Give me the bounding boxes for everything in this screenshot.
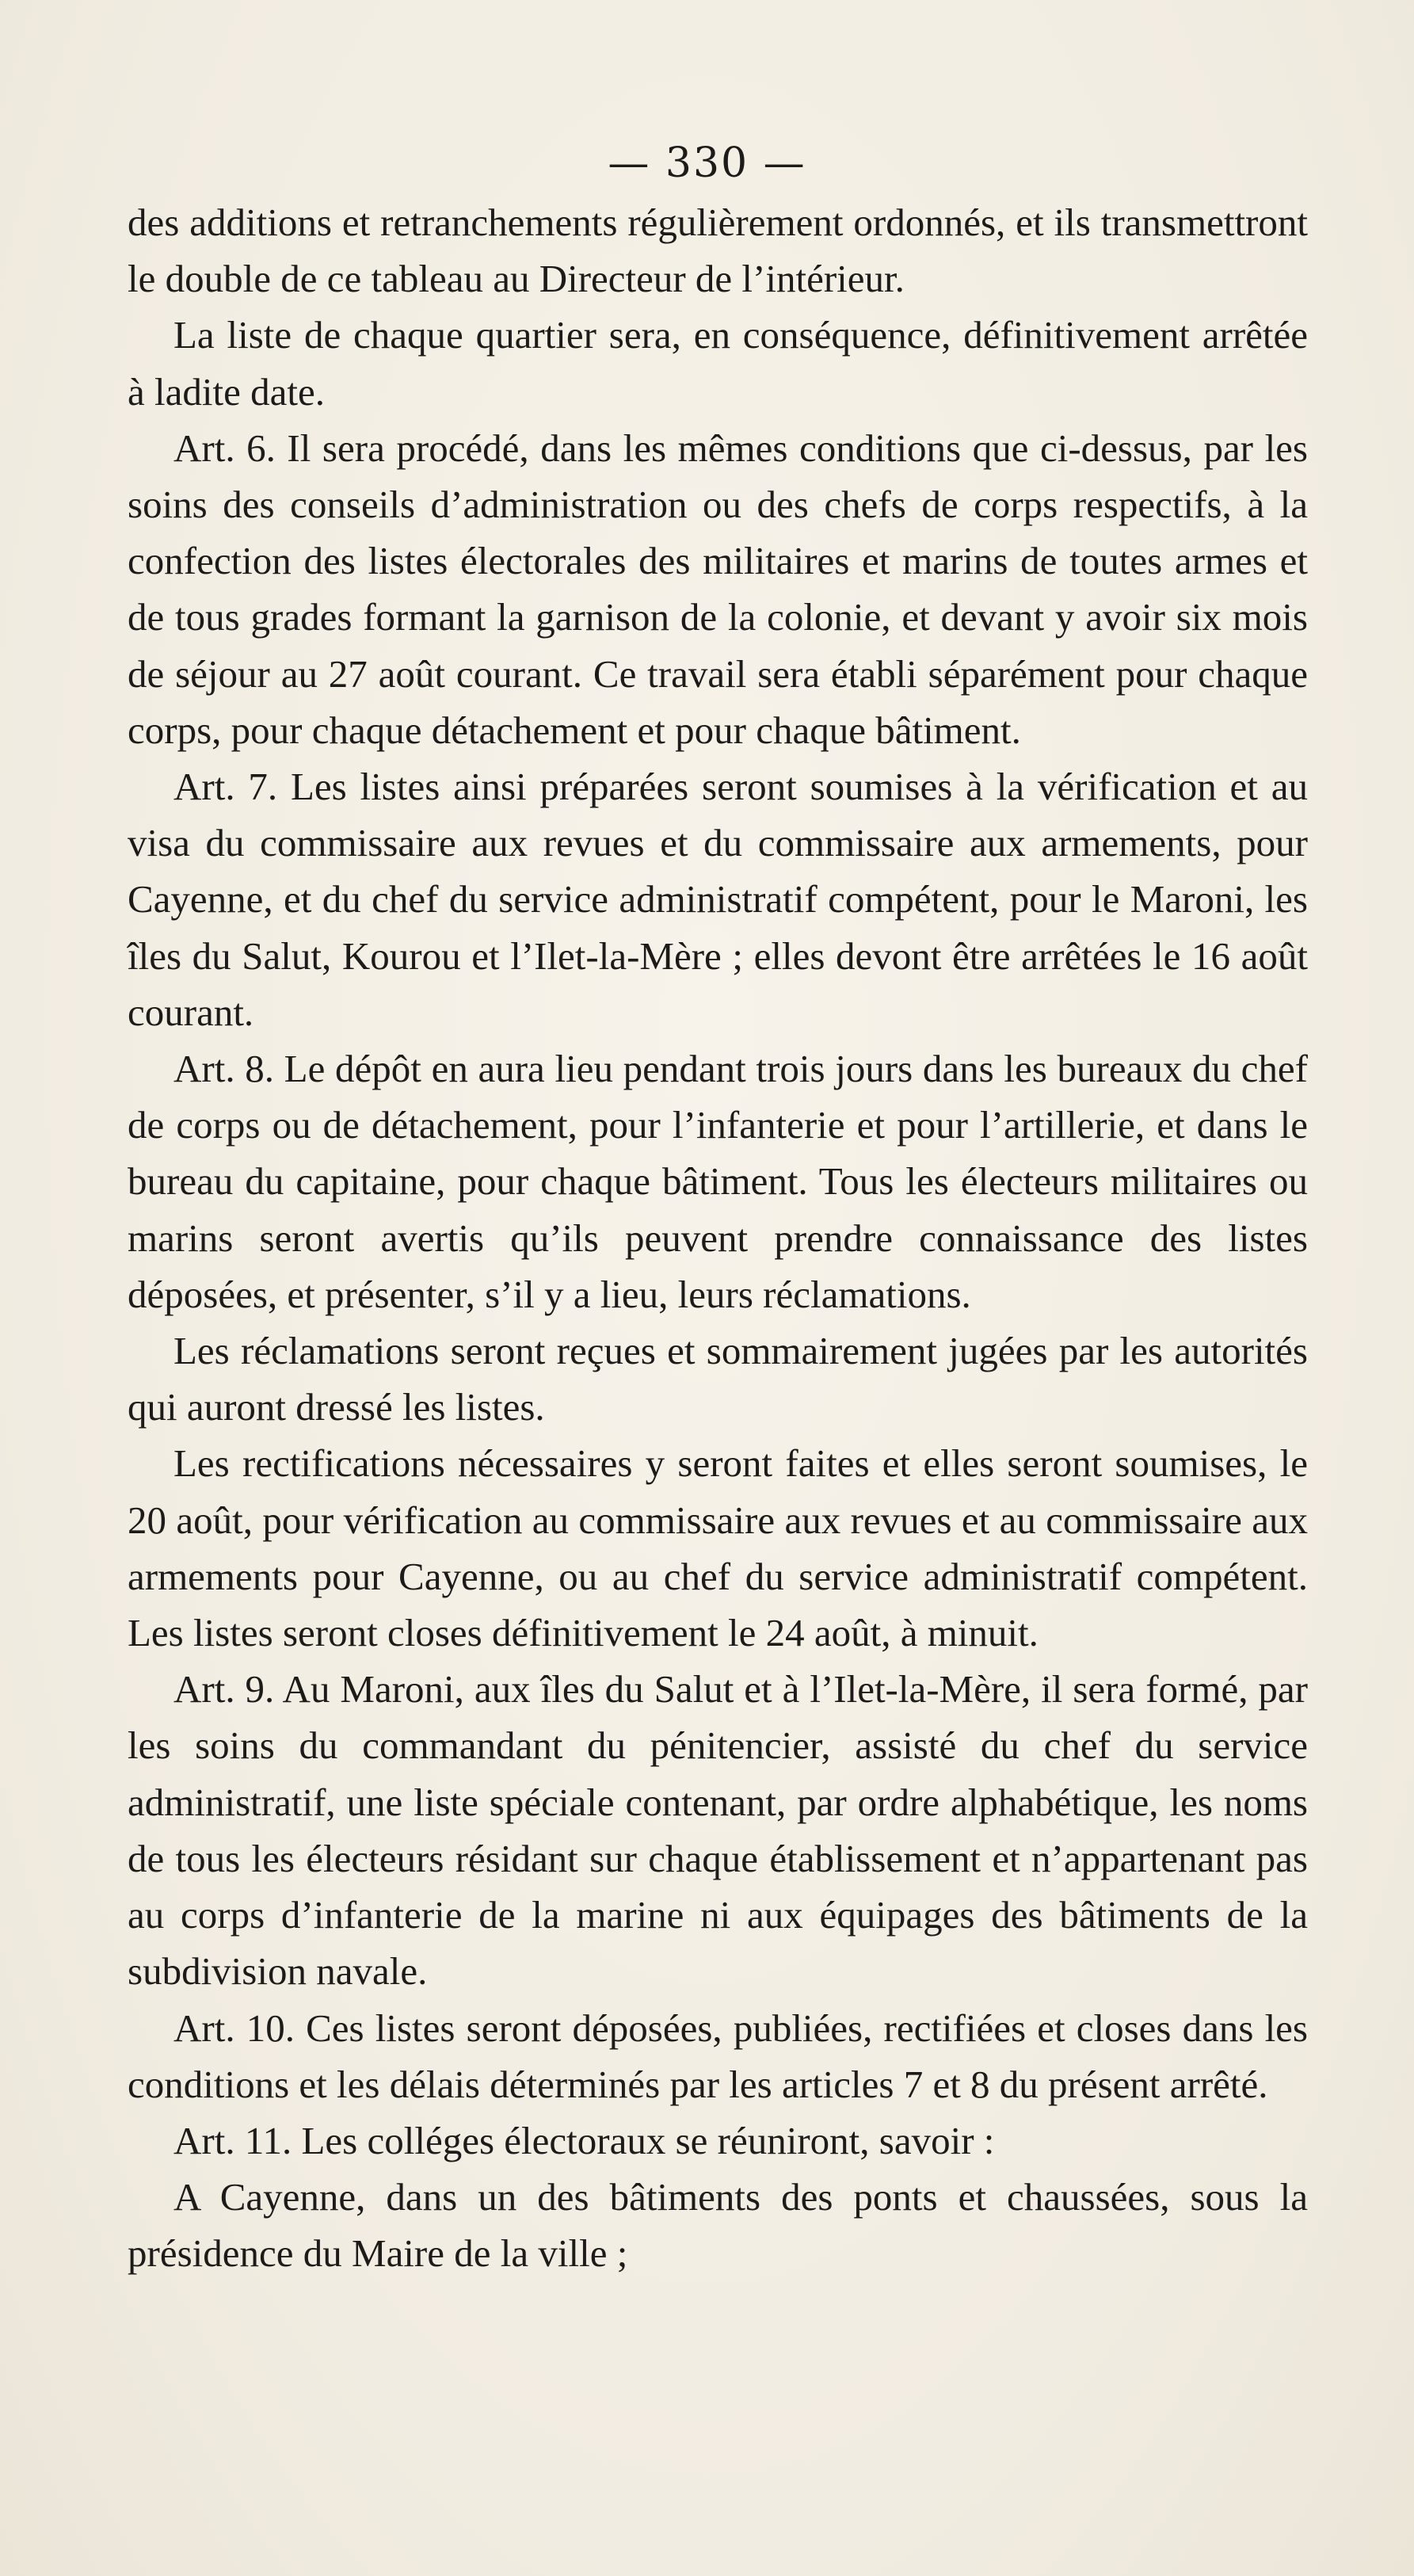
paragraph-art-11: Art. 11. Les colléges électoraux se réuniront, savoir :	[173, 2118, 995, 2162]
paragraph-reclamations: Les réclamations seront reçues et sommairement jugées par les autorités qui auront dressé les listes.	[128, 1329, 1308, 1429]
paragraph-art-8: Art. 8. Le dépôt en aura lieu pendant trois jours dans les bureaux du chef de corps ou de détachement, pour l’infanterie et pour l’artillerie, et dans le bureau du capitaine, pour chaque bâtiment. Tous les électeurs militaires ou marins seront avertis qu’ils peuvent prendre connaissance des listes déposées, et présenter, s’il y a lieu, leurs réclamations.	[128, 1047, 1308, 1316]
paragraph-art-6: Art. 6. Il sera procédé, dans les mêmes conditions que ci-dessus, par les soins des conseils d’administration ou des chefs de corps respectifs, à la confection des listes électorales des militaires et marins de toutes armes et de tous grades formant la garnison de la colonie, et devant y avoir six mois de séjour au 27 août courant. Ce travail sera établi séparément pour chaque corps, pour chaque détachement et pour chaque bâtiment.	[128, 426, 1308, 752]
paragraph-liste-quartier: La liste de chaque quartier sera, en conséquence, définitivement arrêtée à ladite date.	[128, 313, 1308, 414]
paragraph-cayenne: A Cayenne, dans un des bâtiments des ponts et chaussées, sous la présidence du Maire de la ville ;	[128, 2175, 1308, 2276]
paragraph-art-9: Art. 9. Au Maroni, aux îles du Salut et à l’Ilet-la-Mère, il sera formé, par les soins du commandant du pénitencier, assisté du chef du service administratif, une liste spéciale contenant, par ordre alphabétique, les noms de tous les électeurs résidant sur chaque établissement et n’appartenant pas au corps d’infanterie de la marine ni aux équipages des bâtiments de la subdivision navale.	[128, 1667, 1308, 1994]
paragraph-rectifications: Les rectifications nécessaires y seront faites et elles seront soumises, le 20 août, pour vérification au commissaire aux revues et au commissaire aux armements pour Cayenne, ou au chef du service administratif compétent. Les listes seront closes définitivement le 24 août, à minuit.	[128, 1441, 1308, 1655]
page-number: — 330 —	[608, 139, 806, 187]
paragraph-art-7: Art. 7. Les listes ainsi préparées seront soumises à la vérification et au visa du commissaire aux revues et du commissaire aux armements, pour Cayenne, et du chef du service administratif compétent, pour le Maroni, les îles du Salut, Kourou et l’Ilet-la-Mère ; elles devont être arrêtées le 16 août courant.	[128, 765, 1308, 1034]
paragraph-art-10: Art. 10. Ces listes seront déposées, publiées, rectifiées et closes dans les conditions et les délais déterminés par les articles 7 et 8 du présent arrêté.	[128, 2005, 1308, 2106]
body-text	[128, 194, 1308, 2282]
paragraph-continuation: des additions et retranchements régulièrement ordonnés, et ils transmettront le double de ce tableau au Directeur de l’intérieur.	[128, 200, 1308, 301]
